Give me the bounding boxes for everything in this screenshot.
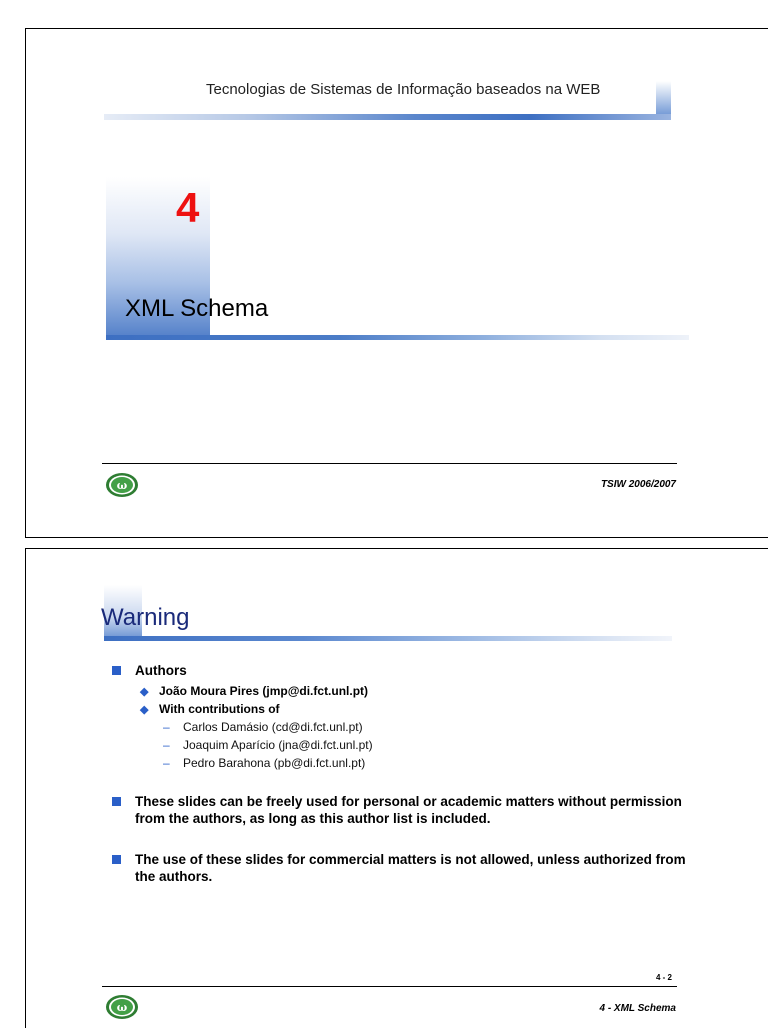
chapter-number: 4	[176, 184, 200, 231]
dash-bullet-icon: –	[163, 738, 170, 752]
chapter-title-bar	[106, 335, 689, 340]
footer-chapter-label: 4 - XML Schema	[599, 1003, 676, 1014]
warning-slide	[25, 548, 768, 1028]
list-item	[111, 683, 701, 699]
university-logo-icon	[104, 472, 140, 498]
square-bullet-icon	[112, 666, 121, 675]
contributor-name: Pedro Barahona (pb@di.fct.unl.pt)	[183, 756, 366, 770]
university-logo-icon	[104, 994, 140, 1020]
contributions-heading: With contributions of	[159, 702, 280, 716]
commercial-note: The use of these slides for commercial matters is not allowed, unless authorized from the authors.	[135, 852, 686, 884]
chapter-title: XML Schema	[125, 295, 269, 322]
course-header: Tecnologias de Sistemas de Informação baseados na WEB	[206, 81, 601, 98]
header-divider-bar	[104, 114, 671, 120]
slide-title: Warning	[101, 604, 190, 631]
bullet-list	[111, 662, 701, 889]
diamond-bullet-icon: ◆	[140, 686, 149, 698]
contributor-name: Joaquim Aparício (jna@di.fct.unl.pt)	[183, 738, 373, 752]
diamond-bullet-icon: ◆	[140, 704, 149, 716]
list-item	[111, 793, 701, 827]
list-item	[111, 737, 701, 753]
footer-course-label: TSIW 2006/2007	[600, 479, 676, 490]
footer-divider	[102, 463, 677, 464]
list-item	[111, 755, 701, 771]
list-item	[111, 662, 701, 679]
svg-text:ω: ω	[116, 1001, 128, 1014]
contributor-name: Carlos Damásio (cd@di.fct.unl.pt)	[183, 720, 363, 734]
list-item	[111, 701, 701, 717]
title-slide	[25, 28, 768, 538]
footer-divider	[102, 986, 677, 987]
main-author: João Moura Pires (jmp@di.fct.unl.pt)	[159, 684, 369, 698]
title-divider-bar	[104, 636, 672, 641]
dash-bullet-icon: –	[163, 756, 170, 770]
usage-note: These slides can be freely used for personal or academic matters without permission from the authors, as long as this author list is included.	[135, 794, 682, 826]
list-item	[111, 851, 701, 885]
dash-bullet-icon: –	[163, 720, 170, 734]
list-item	[111, 719, 701, 735]
page-number: 4 - 2	[655, 973, 672, 982]
square-bullet-icon	[112, 855, 121, 864]
svg-text:ω: ω	[116, 479, 128, 492]
authors-heading: Authors	[135, 663, 187, 678]
square-bullet-icon	[112, 797, 121, 806]
